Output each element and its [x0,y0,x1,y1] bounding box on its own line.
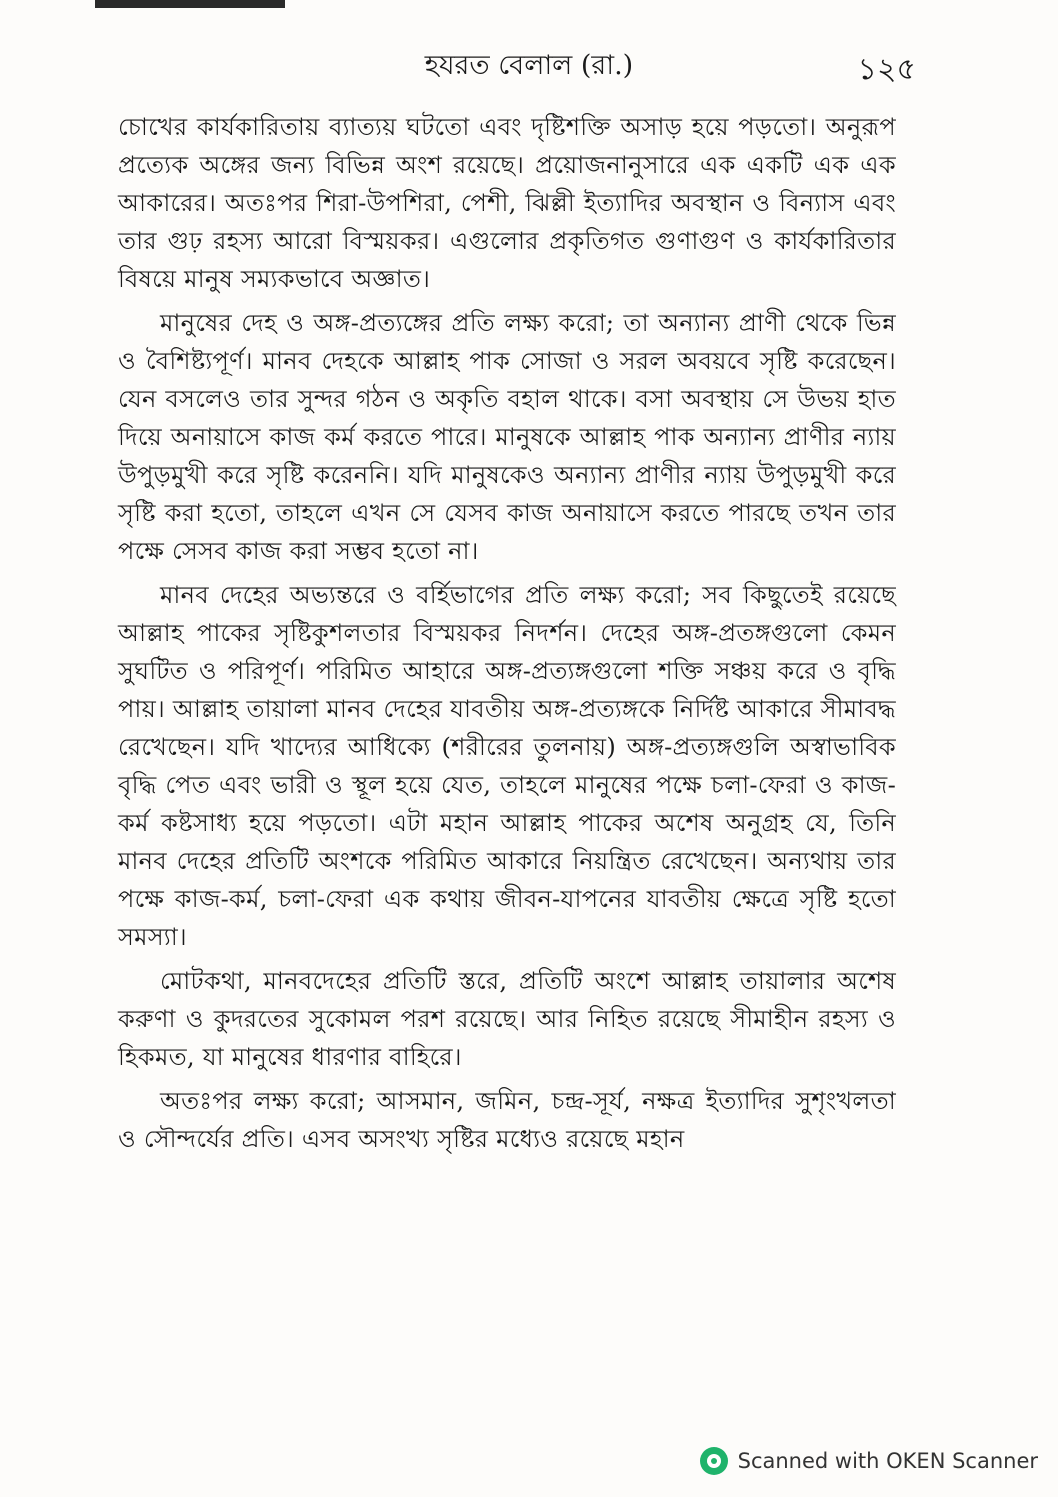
running-header-title: হযরত বেলাল (রা.) [424,50,634,81]
paragraph: মানব দেহের অভ্যন্তরে ও বর্হিভাগের প্রতি লক্ষ্য করো; সব কিছুতেই রয়েছে আল্লাহ পাকের সৃষ্টিকুশলতার বিস্ময়কর নিদর্শন। দেহের অঙ্গ-প্রতঙ্গগুলো কেমন সুঘটিত ও পরিপূর্ণ। পরিমিত আহারে অঙ্গ-প্রত্যঙ্গগুলো শক্তি সঞ্চয় করে ও বৃদ্ধি পায়। আল্লাহ তায়ালা মানব দেহের যাবতীয় অঙ্গ-প্রত্যঙ্গকে নির্দিষ্ট আকারে সীমাবদ্ধ রেখেছেন। যদি খাদ্যের আধিক্যে (শরীরের তুলনায়) অঙ্গ-প্রত্যঙ্গগুলি অস্বাভাবিক বৃদ্ধি পেত এবং ভারী ও স্থূল হয়ে যেত, তাহলে মানুষের পক্ষে চলা-ফেরা ও কাজ-কর্ম কষ্টসাধ্য হয়ে পড়তো। এটা মহান আল্লাহ পাকের অশেষ অনুগ্রহ যে, তিনি মানব দেহের প্রতিটি অংশকে পরিমিত আকারে নিয়ন্ত্রিত রেখেছেন। অন্যথায় তার পক্ষে কাজ-কর্ম, চলা-ফেরা এক কথায় জীবন-যাপনের যাবতীয় ক্ষেত্রে সৃষ্টি হতো সমস্যা। [118,581,896,951]
oken-scanner-logo-icon [700,1447,728,1475]
paragraph: চোখের কার্যকারিতায় ব্যাত্যয় ঘটতো এবং দৃষ্টিশক্তি অসাড় হয়ে পড়তো। অনুরূপ প্রত্যেক অঙ্গের জন্য বিভিন্ন অংশ রয়েছে। প্রয়োজনানুসারে এক একটি এক এক আকারের। অতঃপর শিরা-উপশিরা, পেশী, ঝিল্লী ইত্যাদির অবস্থান ও বিন্যাস এবং তার গুঢ় রহস্য আরো বিস্ময়কর। এগুলোর প্রকৃতিগত গুণাগুণ ও কার্যকারিতার বিষয়ে মানুষ সম্যকভাবে অজ্ঞাত। [118,113,896,293]
body-text [118,108,896,1164]
page-number: ১২৫ [857,52,916,87]
scanner-watermark [700,1447,1038,1475]
paragraph: মোটকথা, মানবদেহের প্রতিটি স্তরে, প্রতিটি অংশে আল্লাহ তায়ালার অশেষ করুণা ও কুদরতের সুকোমল পরশ রয়েছে। আর নিহিত রয়েছে সীমাহীন রহস্য ও হিকমত, যা মানুষের ধারণার বাহিরে। [118,967,896,1071]
paragraph: অতঃপর লক্ষ্য করো; আসমান, জমিন, চন্দ্র-সূর্য, নক্ষত্র ইত্যাদির সুশৃংখলতা ও সৌন্দর্যের প্রতি। এসব অসংখ্য সৃষ্টির মধ্যেও রয়েছে মহান [118,1087,896,1153]
scan-edge-shadow [95,0,285,8]
paragraph: মানুষের দেহ ও অঙ্গ-প্রত্যঙ্গের প্রতি লক্ষ্য করো; তা অন্যান্য প্রাণী থেকে ভিন্ন ও বৈশিষ্ট্যপূর্ণ। মানব দেহকে আল্লাহ পাক সোজা ও সরল অবয়বে সৃষ্টি করেছেন। যেন বসলেও তার সুন্দর গঠন ও অকৃতি বহাল থাকে। বসা অবস্থায় সে উভয় হাত দিয়ে অনায়াসে কাজ কর্ম করতে পারে। মানুষকে আল্লাহ পাক অন্যান্য প্রাণীর ন্যায় উপুড়মুখী করে সৃষ্টি করেননি। যদি মানুষকেও অন্যান্য প্রাণীর ন্যায় উপুড়মুখী করে সৃষ্টি করা হতো, তাহলে এখন সে যেসব কাজ অনায়াসে করতে পারছে তখন তার পক্ষে সেসব কাজ করা সম্ভব হতো না। [118,309,896,565]
scanner-watermark-text: Scanned with OKEN Scanner [737,1449,1038,1473]
